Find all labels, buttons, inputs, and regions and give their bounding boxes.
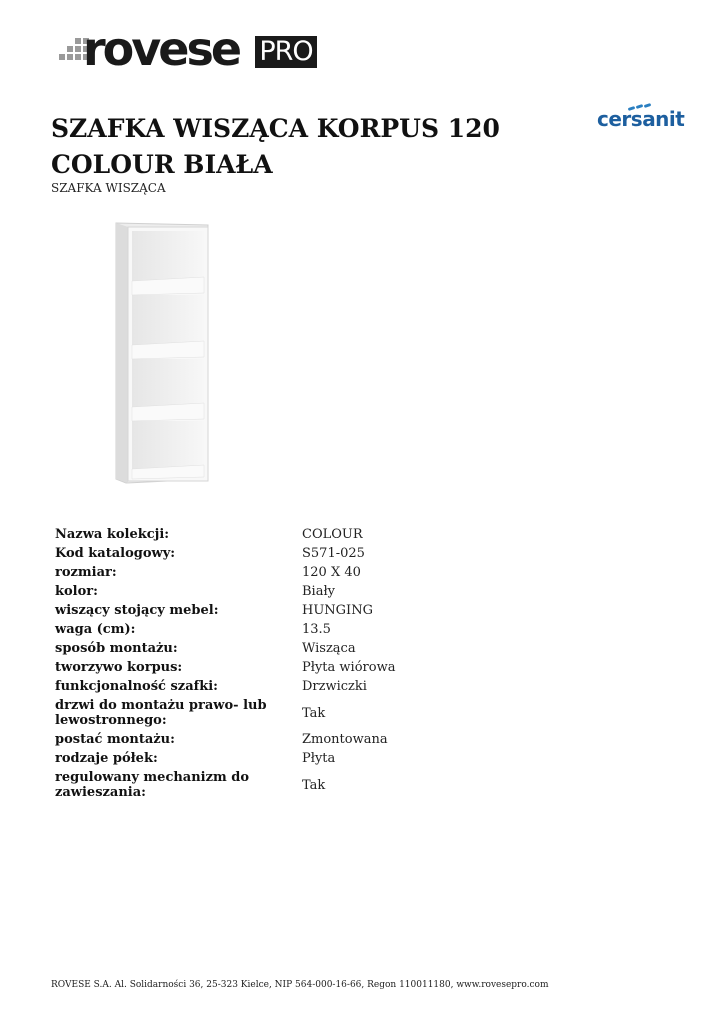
spec-row [51, 658, 471, 677]
logo-wordmark: rovese [83, 22, 240, 76]
spec-label: regulowany mechanizm do zawieszania: [55, 770, 250, 800]
spec-label: rozmiar: [55, 565, 117, 580]
spec-label: funkcjonalność szafki: [55, 679, 218, 694]
brand-wordmark: cersanit [597, 107, 685, 131]
spec-row [51, 563, 471, 582]
spec-row [51, 749, 471, 768]
spec-label: postać montażu: [55, 732, 175, 747]
spec-row [51, 582, 471, 601]
spec-value: Biały [302, 584, 336, 599]
spec-value: 120 X 40 [302, 565, 361, 580]
product-subtitle: SZAFKA WISZĄCA [51, 181, 166, 195]
spec-label: waga (cm): [55, 622, 136, 637]
spec-value: S571-025 [302, 546, 365, 561]
spec-row [51, 677, 471, 696]
spec-value: Wisząca [302, 641, 356, 656]
product-image [114, 221, 212, 485]
spec-label: tworzywo korpus: [55, 660, 183, 675]
spec-row [51, 639, 471, 658]
spec-value: HUNGING [302, 603, 373, 618]
spec-value: Płyta wiórowa [302, 660, 396, 675]
spec-label: rodzaje półek: [55, 751, 158, 766]
spec-row [51, 544, 471, 563]
spec-value: COLOUR [302, 527, 363, 542]
spec-value: Płyta [302, 751, 336, 766]
spec-label: drzwi do montażu prawo- lub lewostronnego: [55, 698, 267, 728]
spec-label: Kod katalogowy: [55, 546, 176, 561]
product-title: SZAFKA WISZĄCA KORPUS 120 COLOUR BIAŁA [51, 114, 500, 179]
spec-row [51, 730, 471, 749]
cersanit-logo [597, 103, 685, 133]
spec-row [51, 525, 471, 544]
spec-row [51, 620, 471, 639]
spec-row [51, 768, 471, 802]
spec-value: Tak [302, 777, 326, 793]
spec-value: Drzwiczki [302, 679, 367, 694]
logo-pro-badge: PRO [255, 36, 317, 68]
specs-table-body [51, 525, 471, 802]
specs-table [51, 525, 471, 802]
spec-value: Tak [302, 705, 326, 721]
spec-value: Zmontowana [302, 732, 388, 747]
spec-row [51, 696, 471, 730]
spec-label: wiszący stojący mebel: [55, 603, 219, 618]
spec-row [51, 601, 471, 620]
spec-value: 13.5 [302, 622, 331, 637]
spec-label: sposób montażu: [55, 641, 178, 656]
spec-label: Nazwa kolekcji: [55, 527, 170, 542]
spec-label: kolor: [55, 584, 98, 599]
company-footer: ROVESE S.A. Al. Solidarności 36, 25-323 Kielce, NIP 564-000-16-66, Regon 110011180, www.rovesepro.com [51, 980, 549, 990]
